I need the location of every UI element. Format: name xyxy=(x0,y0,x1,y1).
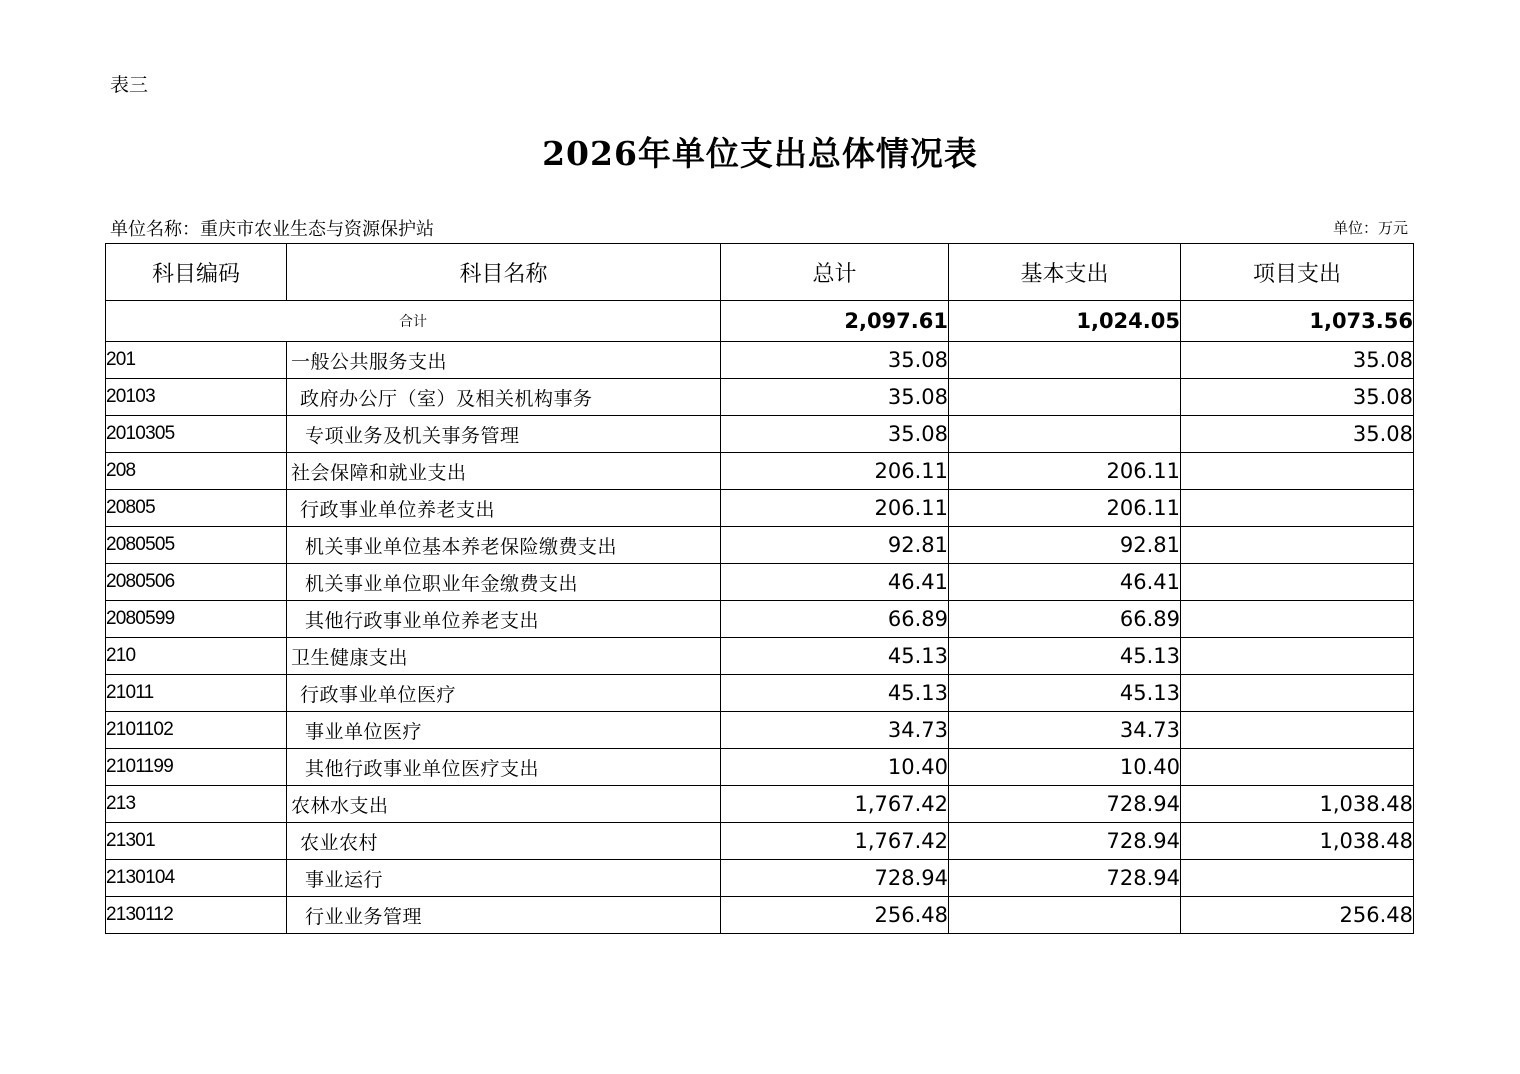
row-project xyxy=(1181,712,1414,749)
row-name: 社会保障和就业支出 xyxy=(287,453,721,490)
row-name: 农业农村 xyxy=(287,823,721,860)
row-project xyxy=(1181,490,1414,527)
row-total: 256.48 xyxy=(721,897,949,934)
row-total: 45.13 xyxy=(721,638,949,675)
table-label: 表三 xyxy=(110,74,149,96)
row-code: 2101102 xyxy=(106,712,287,749)
row-name: 事业单位医疗 xyxy=(287,712,721,749)
table-row xyxy=(106,564,1414,601)
row-project: 1,038.48 xyxy=(1181,786,1414,823)
row-basic xyxy=(949,342,1181,379)
row-basic: 45.13 xyxy=(949,675,1181,712)
row-name: 行政事业单位医疗 xyxy=(287,675,721,712)
column-header-total: 总计 xyxy=(721,244,949,301)
table-row xyxy=(106,490,1414,527)
row-name: 政府办公厅（室）及相关机构事务 xyxy=(287,379,721,416)
row-project: 35.08 xyxy=(1181,379,1414,416)
row-code: 2080505 xyxy=(106,527,287,564)
row-name: 机关事业单位职业年金缴费支出 xyxy=(287,564,721,601)
row-code: 201 xyxy=(106,342,287,379)
table-row xyxy=(106,416,1414,453)
row-total: 1,767.42 xyxy=(721,823,949,860)
row-total: 206.11 xyxy=(721,490,949,527)
row-name: 其他行政事业单位养老支出 xyxy=(287,601,721,638)
row-total: 10.40 xyxy=(721,749,949,786)
row-basic: 10.40 xyxy=(949,749,1181,786)
row-total: 206.11 xyxy=(721,453,949,490)
column-header-basic: 基本支出 xyxy=(949,244,1181,301)
row-name: 一般公共服务支出 xyxy=(287,342,721,379)
unit-measure: 单位：万元 xyxy=(1332,219,1408,237)
row-code: 2130112 xyxy=(106,897,287,934)
page-title: 2026年单位支出总体情况表 xyxy=(542,134,978,173)
table-row xyxy=(106,823,1414,860)
row-basic: 34.73 xyxy=(949,712,1181,749)
row-code: 213 xyxy=(106,786,287,823)
unit-name: 单位名称：重庆市农业生态与资源保护站 xyxy=(110,219,434,240)
table-row xyxy=(106,675,1414,712)
row-project: 35.08 xyxy=(1181,342,1414,379)
row-total: 728.94 xyxy=(721,860,949,897)
column-header-code: 科目编码 xyxy=(106,244,287,301)
row-code: 2080599 xyxy=(106,601,287,638)
row-total: 46.41 xyxy=(721,564,949,601)
total-row xyxy=(106,301,1414,342)
table-row xyxy=(106,601,1414,638)
row-basic: 728.94 xyxy=(949,786,1181,823)
row-total: 35.08 xyxy=(721,379,949,416)
row-basic: 206.11 xyxy=(949,453,1181,490)
row-basic: 46.41 xyxy=(949,564,1181,601)
row-basic: 728.94 xyxy=(949,823,1181,860)
row-code: 2080506 xyxy=(106,564,287,601)
table-row xyxy=(106,897,1414,934)
table-row xyxy=(106,712,1414,749)
row-basic: 66.89 xyxy=(949,601,1181,638)
column-header-project: 项目支出 xyxy=(1181,244,1414,301)
row-project xyxy=(1181,601,1414,638)
row-basic: 92.81 xyxy=(949,527,1181,564)
table-row xyxy=(106,786,1414,823)
total-project: 1,073.56 xyxy=(1181,301,1414,342)
row-total: 35.08 xyxy=(721,342,949,379)
row-project xyxy=(1181,860,1414,897)
row-code: 20805 xyxy=(106,490,287,527)
total-label: 合计 xyxy=(106,301,721,342)
row-total: 45.13 xyxy=(721,675,949,712)
table-row xyxy=(106,379,1414,416)
row-basic xyxy=(949,416,1181,453)
row-name: 其他行政事业单位医疗支出 xyxy=(287,749,721,786)
row-name: 事业运行 xyxy=(287,860,721,897)
row-code: 208 xyxy=(106,453,287,490)
row-total: 1,767.42 xyxy=(721,786,949,823)
row-total: 34.73 xyxy=(721,712,949,749)
row-code: 2101199 xyxy=(106,749,287,786)
table-row xyxy=(106,860,1414,897)
row-project: 35.08 xyxy=(1181,416,1414,453)
row-project xyxy=(1181,638,1414,675)
row-project: 256.48 xyxy=(1181,897,1414,934)
row-code: 2010305 xyxy=(106,416,287,453)
row-total: 66.89 xyxy=(721,601,949,638)
row-basic xyxy=(949,897,1181,934)
row-basic: 728.94 xyxy=(949,860,1181,897)
expense-table xyxy=(105,243,1414,934)
row-code: 210 xyxy=(106,638,287,675)
row-project xyxy=(1181,675,1414,712)
table-row xyxy=(106,638,1414,675)
row-basic: 45.13 xyxy=(949,638,1181,675)
row-total: 92.81 xyxy=(721,527,949,564)
row-total: 35.08 xyxy=(721,416,949,453)
row-project: 1,038.48 xyxy=(1181,823,1414,860)
row-name: 行业业务管理 xyxy=(287,897,721,934)
total-basic: 1,024.05 xyxy=(949,301,1181,342)
table-row xyxy=(106,749,1414,786)
row-code: 2130104 xyxy=(106,860,287,897)
row-name: 卫生健康支出 xyxy=(287,638,721,675)
table-row xyxy=(106,453,1414,490)
row-project xyxy=(1181,453,1414,490)
row-name: 机关事业单位基本养老保险缴费支出 xyxy=(287,527,721,564)
header-row xyxy=(106,244,1414,301)
row-name: 农林水支出 xyxy=(287,786,721,823)
row-code: 21011 xyxy=(106,675,287,712)
column-header-name: 科目名称 xyxy=(287,244,721,301)
row-code: 20103 xyxy=(106,379,287,416)
table-row xyxy=(106,527,1414,564)
row-name: 行政事业单位养老支出 xyxy=(287,490,721,527)
row-project xyxy=(1181,564,1414,601)
row-project xyxy=(1181,749,1414,786)
table-row xyxy=(106,342,1414,379)
total-sum: 2,097.61 xyxy=(721,301,949,342)
row-code: 21301 xyxy=(106,823,287,860)
row-basic: 206.11 xyxy=(949,490,1181,527)
row-basic xyxy=(949,379,1181,416)
row-name: 专项业务及机关事务管理 xyxy=(287,416,721,453)
row-project xyxy=(1181,527,1414,564)
